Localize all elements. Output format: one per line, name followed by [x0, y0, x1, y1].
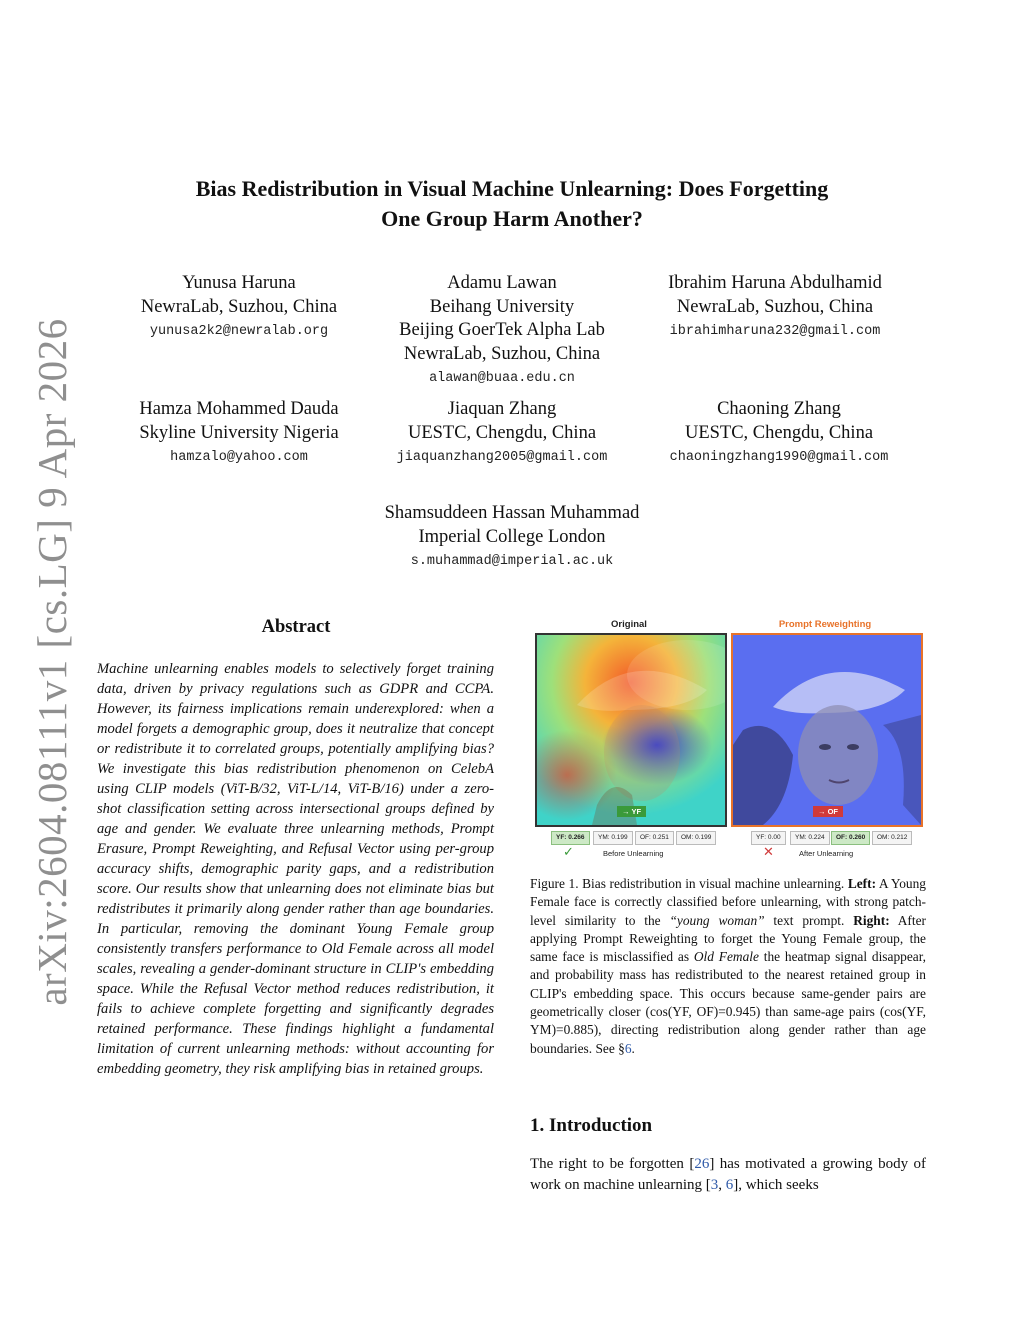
author-name: Yunusa Haruna [182, 273, 296, 293]
intro-text-part: ] has motivated a growing body of work on machine unlearning [ [530, 1156, 927, 1193]
author-name: Ibrahim Haruna Abdulhamid [668, 273, 882, 293]
check-icon: ✓ [563, 845, 574, 860]
citation-link[interactable]: 26 [694, 1156, 710, 1172]
section-ref-link[interactable]: 6 [624, 1040, 632, 1056]
after-unlearning-label: After Unlearning [799, 849, 854, 858]
author-name: Shamsuddeen Hassan Muhammad [384, 503, 640, 523]
intro-text [530, 1154, 926, 1195]
author-affiliation: Beijing GoerTek Alpha Lab [399, 320, 605, 340]
intro-text-part: , [718, 1176, 726, 1193]
score-om-before: OM: 0.199 [676, 831, 716, 845]
author-affiliation: NewraLab, Suzhou, China [140, 296, 338, 317]
paper-title [0, 174, 1024, 234]
author-name: Hamza Mohammed Dauda [139, 399, 339, 419]
caption-right-text2: the heatmap signal disappear, and probability mass has redistributed to the nearest retained group in CLIP's embedding space. This occurs because same-gender pairs are geometrically closer (cos(YF, OF)=0.945) than same-age pairs (cos(YF, YM)=0.885), directing redistribution along gender rather than age boundaries. See § [530, 949, 927, 1056]
cross-icon: ✕ [763, 845, 774, 860]
author-email[interactable]: jiaquanzhang2005@gmail.com [396, 450, 608, 465]
prediction-tag-of: → OF [813, 806, 843, 817]
caption-left-text2: text prompt. [764, 912, 854, 928]
figure-1 [531, 617, 926, 865]
citation-link[interactable]: 6 [725, 1176, 734, 1193]
author-block [372, 398, 632, 469]
caption-fig-label: Figure 1. [530, 876, 579, 891]
caption-left-label: Left: [847, 876, 877, 891]
score-of-before: OF: 0.251 [635, 831, 674, 845]
intro-text-part: The right to be forgotten [ [530, 1156, 695, 1172]
score-ym-after: YM: 0.224 [790, 831, 830, 845]
author-affiliation: Imperial College London [418, 526, 606, 547]
author-affiliation: Beihang University [429, 296, 575, 317]
author-name: Chaoning Zhang [717, 399, 841, 419]
author-affiliation: UESTC, Chengdu, China [684, 422, 874, 443]
author-name: Jiaquan Zhang [447, 399, 557, 419]
caption-right-text: After applying Prompt Reweighting to forget the Young Female group, the same face is misclassified as [530, 912, 926, 965]
intro-heading: 1. Introduction [530, 1115, 653, 1136]
author-block [100, 398, 378, 469]
caption-left-prompt: “young woman” [669, 912, 765, 928]
author-email[interactable]: chaoningzhang1990@gmail.com [669, 450, 889, 465]
citation-link[interactable]: 3 [710, 1176, 719, 1193]
score-yf-after: YF: 0.00 [751, 831, 786, 845]
caption-fig-title: Bias redistribution in visual machine unlearning. [578, 876, 848, 891]
author-email[interactable]: s.muhammad@imperial.ac.uk [410, 554, 614, 569]
intro-text-part: ], which seeks [733, 1176, 819, 1193]
author-block [352, 502, 672, 573]
heatmap-reweighted [731, 633, 923, 827]
score-of-after: OF: 0.260 [831, 831, 870, 845]
figure-right-title: Prompt Reweighting [778, 619, 872, 630]
author-email[interactable]: yunusa2k2@newralab.org [149, 324, 329, 339]
score-om-after: OM: 0.212 [872, 831, 912, 845]
abstract-text: Machine unlearning enables models to selectively forget training data, driven by privacy regulations such as GDPR and CCPA. However, its fairness implications remain underexplored: when a model forgets a demographic group, does it neutralize that concept or redistribute it to correlated groups, potentially amplifying bias? We investigate this bias redistribution phenomenon on CelebA using CLIP models (ViT-B/32, ViT-L/14, ViT-B/16) under a zero-shot classification setting across intersectional groups defined by age and gender. We evaluate three unlearning methods, Prompt Erasure, Prompt Reweighting, and Refusal Vector using per-group accuracy shifts, demographic parity gaps, and a redistribution score. Our results show that unlearning does not eliminate bias but redistributes it primarily along gender rather than age boundaries. In particular, removing the dominant Young Female group consistently transfers performance to Old Female across all model scales, revealing a gender-dominant structure in CLIP's embedding space. While the Refusal Vector method reduces redistribution, it fails to achieve complete forgetting and significantly degrades retained performance. These findings highlight a fundamental limitation of current unlearning methods: without accounting for embedding geometry, they risk amplifying bias in retained groups. [97, 661, 494, 1077]
title-line-2: One Group Harm Another? [381, 206, 643, 231]
figure-caption [530, 875, 926, 1058]
arxiv-identifier: arXiv:2604.08111v1 [cs.LG] 9 Apr 2026 [29, 318, 75, 1006]
author-block [372, 272, 632, 390]
author-block [640, 398, 918, 469]
author-block [100, 272, 378, 343]
author-block [640, 272, 910, 343]
figure-left-title: Original [611, 619, 647, 630]
heatmap-original [535, 633, 727, 827]
caption-end: . [631, 1040, 635, 1056]
caption-right-label: Right: [853, 912, 890, 928]
author-name: Adamu Lawan [447, 273, 557, 293]
caption-right-class: Old Female [693, 949, 759, 965]
author-affiliation: NewraLab, Suzhou, China [403, 343, 601, 364]
score-ym-before: YM: 0.199 [593, 831, 633, 845]
author-affiliation: NewraLab, Suzhou, China [676, 296, 874, 317]
author-email[interactable]: ibrahimharuna232@gmail.com [669, 324, 881, 339]
author-affiliation: Skyline University Nigeria [139, 422, 339, 443]
title-line-1: Bias Redistribution in Visual Machine Unlearning: Does Forgetting [195, 176, 829, 201]
prediction-tag-yf: → YF [617, 806, 646, 817]
author-email[interactable]: hamzalo@yahoo.com [170, 450, 308, 465]
before-unlearning-label: Before Unlearning [603, 849, 664, 858]
heatmap-original-image [537, 635, 725, 825]
caption-left-text: A Young Female face is correctly classified before unlearning, with strong patch-level similarity to the [530, 876, 926, 928]
abstract-heading: Abstract [261, 617, 331, 637]
author-affiliation: UESTC, Chengdu, China [407, 422, 597, 443]
author-email[interactable]: alawan@buaa.edu.cn [429, 371, 575, 386]
heatmap-reweighted-image [733, 635, 921, 825]
score-yf-before: YF: 0.266 [551, 831, 590, 845]
